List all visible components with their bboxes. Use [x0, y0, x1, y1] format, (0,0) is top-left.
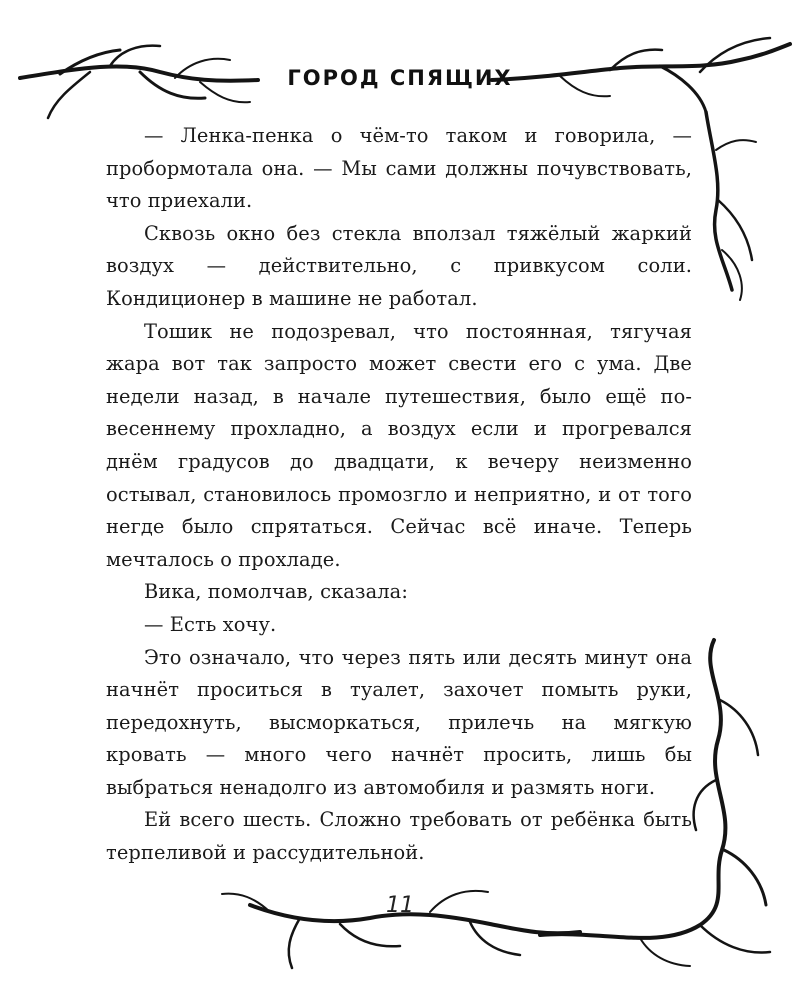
page-number: 11 [386, 893, 414, 918]
paragraph: Вика, помолчав, сказала: [144, 580, 408, 604]
body-text [106, 120, 692, 870]
paragraph: — Ленка-пенка о чём-то таком и говорила, — пробормотала она. — Мы сами должны почувствовать, что приехали. [106, 124, 692, 213]
paragraph: Это означало, что через пять или десять минут она начнёт проситься в туалет, захочет помыть руки, передохнуть, высморкаться, прилечь на мягкую кровать — много чего начнёт просить, лишь бы выбраться ненадолго из автомобиля и размять ноги. [106, 645, 692, 799]
paragraph: Тошик не подозревал, что постоянная, тягучая жара вот так запросто может свести его с ума. Две недели назад, в начале путешествия, было ещё по-весеннему прохладно, а воздух если и прогревался днём градусов до двадцати, к вечеру неизменно остывал, становилось промозгло и неприятно, и от того негде было спрятаться. Сейчас всё иначе. Теперь мечталось о прохладе. [106, 319, 692, 571]
paragraph: Сквозь окно без стекла вползал тяжёлый жаркий воздух — действительно, с привкусом соли. Кондиционер в машине не работал. [106, 221, 692, 310]
running-head: ГОРОД СПЯЩИХ [287, 66, 513, 90]
paragraph: — Есть хочу. [144, 612, 277, 636]
paragraph: Ей всего шесть. Сложно требовать от ребёнка быть терпеливой и рассудительной. [106, 808, 692, 865]
